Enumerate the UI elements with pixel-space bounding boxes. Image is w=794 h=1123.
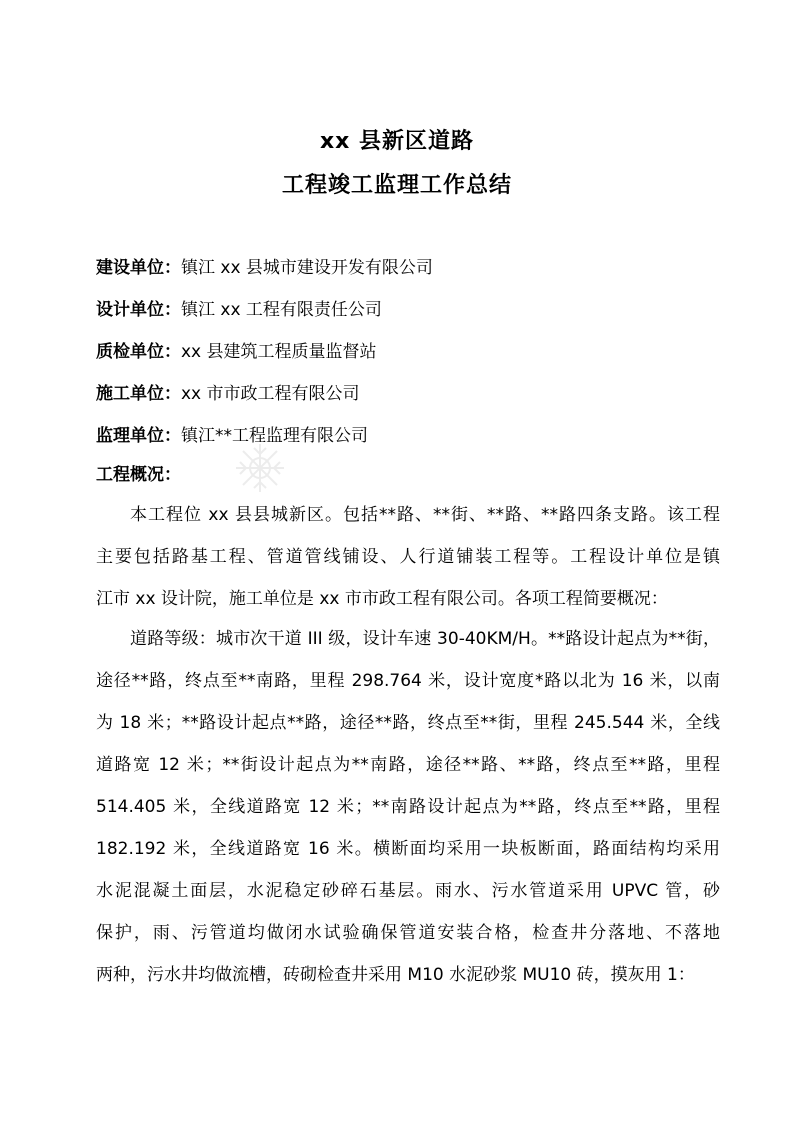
info-label: 监理单位 (96, 426, 164, 446)
paragraph-line: 水泥混凝土面层，水泥稳定砂碎石基层。雨水、污水管道采用 UPVC 管，砂 (96, 881, 720, 901)
info-row-quality-unit (96, 337, 377, 362)
info-separator: ： (164, 426, 181, 446)
info-separator: ： (164, 300, 181, 320)
paragraph-line: 182.192 米，全线道路宽 16 米。横断面均采用一块板断面，路面结构均采用 (96, 839, 720, 859)
snowflake-watermark-icon (232, 440, 288, 496)
info-value: xx 县建筑工程质量监督站 (181, 342, 377, 362)
document-title-line1: xx 县新区道路 (319, 129, 475, 154)
info-value: 镇江**工程监理有限公司 (181, 426, 368, 446)
paragraph-line: 为 18 米；**路设计起点**路，途径**路，终点至**街，里程 245.544 米，全线 (96, 713, 720, 733)
info-row-contractor-unit (96, 379, 360, 404)
info-label: 施工单位 (96, 384, 164, 404)
info-value: 镇江 xx 县城市建设开发有限公司 (181, 258, 433, 278)
info-label: 建设单位 (96, 258, 164, 278)
paragraph-line: 道路等级：城市次干道 III 级，设计车速 30-40KM/H。**路设计起点为**街， (130, 629, 720, 649)
paragraph-line: 道路宽 12 米；**街设计起点为**南路，途径**路、**路，终点至**路，里程 (96, 755, 720, 775)
info-label: 设计单位 (96, 300, 164, 320)
info-label: 质检单位 (96, 342, 164, 362)
info-row-design-unit (96, 295, 382, 320)
paragraph-line: 本工程位 xx 县县城新区。包括**路、**街、**路、**路四条支路。该工程 (130, 505, 720, 525)
overview-heading: 工程概况： (96, 465, 181, 485)
paragraph-line: 两种，污水井均做流槽，砖砌检查井采用 M10 水泥砂浆 MU10 砖，摸灰用 1： (96, 965, 695, 985)
document-title-line2: 工程竣工监理工作总结 (281, 173, 512, 198)
paragraph-line: 主要包括路基工程、管道管线铺设、人行道铺装工程等。工程设计单位是镇 (96, 547, 720, 567)
info-value: 镇江 xx 工程有限责任公司 (181, 300, 382, 320)
paragraph-line: 途径**路，终点至**南路，里程 298.764 米，设计宽度*路以北为 16 米，以南 (96, 671, 720, 691)
info-value: xx 市市政工程有限公司 (181, 384, 360, 404)
paragraph-line: 保护，雨、污管道均做闭水试验确保管道安装合格，检查井分落地、不落地 (96, 923, 720, 943)
info-row-construction-unit (96, 253, 433, 278)
overview-paragraph-1 (96, 494, 720, 620)
paragraph-line: 514.405 米，全线道路宽 12 米；**南路设计起点为**路，终点至**路，里程 (96, 797, 720, 817)
info-separator: ： (164, 342, 181, 362)
paragraph-line: 江市 xx 设计院，施工单位是 xx 市市政工程有限公司。各项工程简要概况： (96, 589, 668, 609)
overview-paragraph-2 (96, 618, 720, 996)
info-separator: ： (164, 384, 181, 404)
info-separator: ： (164, 258, 181, 278)
